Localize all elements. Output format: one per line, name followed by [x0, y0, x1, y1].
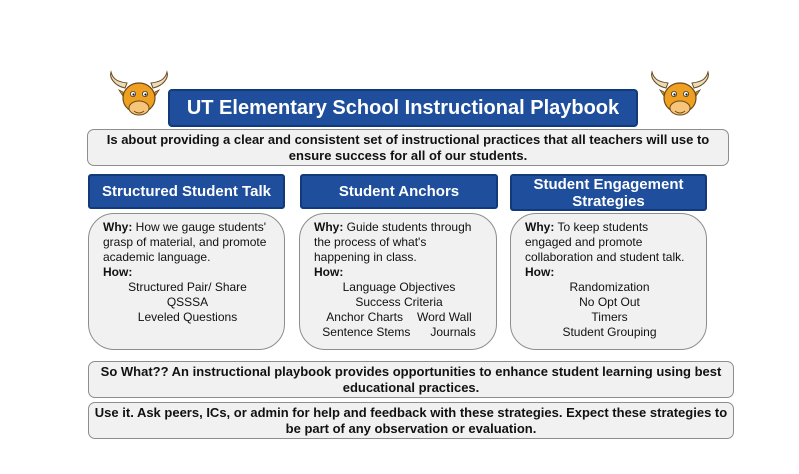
list-item: Success Criteria	[355, 295, 443, 309]
how-label: How:	[525, 265, 555, 279]
list-item: Language Objectives	[342, 280, 456, 294]
why-label: Why:	[103, 220, 133, 234]
column-header-student-engagement-strategies: Student Engagement Strategies	[510, 174, 707, 211]
column-header-structured-student-talk: Structured Student Talk	[88, 174, 285, 209]
how-list	[103, 280, 272, 325]
list-item: QSSSA	[166, 295, 209, 309]
list-item: Student Grouping	[562, 325, 657, 339]
longhorn-mascot-right-icon	[648, 70, 712, 118]
list-item: Sentence Stems	[322, 325, 411, 339]
list-item: Journals	[430, 325, 476, 339]
list-item: Leveled Questions	[137, 310, 238, 324]
card-student-anchors	[299, 213, 497, 350]
why-paragraph	[314, 220, 484, 265]
card-student-engagement-strategies	[510, 213, 707, 350]
list-item: Word Wall	[417, 310, 472, 324]
list-item: No Opt Out	[579, 295, 640, 309]
card-structured-student-talk	[88, 213, 285, 350]
intro-text: Is about providing a clear and consistent set of instructional practices that all teachers will use to ensure success for all of our students.	[106, 131, 710, 163]
list-item: Structured Pair/ Share	[128, 280, 247, 294]
use-it-text: Use it. Ask peers, ICs, or admin for help and feedback with these strategies. Expect these strategies to be part of any observation or evaluation.	[94, 404, 728, 436]
so-what-text: So What?? An instructional playbook provides opportunities to enhance student learning using best educational practices.	[100, 363, 722, 395]
so-what-box	[88, 361, 734, 398]
why-paragraph	[103, 220, 272, 265]
why-text: To keep students engaged and promote collaboration and student talk.	[525, 220, 685, 264]
column-header-student-anchors: Student Anchors	[300, 174, 498, 209]
why-text: Guide students through the process of what's happening in class.	[314, 220, 472, 264]
intro-box	[87, 129, 729, 166]
list-item: Randomization	[569, 280, 650, 294]
page-title: UT Elementary School Instructional Playbook	[168, 89, 638, 127]
list-item-pair	[314, 310, 484, 325]
how-list	[525, 280, 694, 340]
why-text: How we gauge students' grasp of material, and promote academic language.	[103, 220, 267, 264]
how-label: How:	[314, 265, 344, 279]
how-list	[314, 280, 484, 340]
how-label: How:	[103, 265, 133, 279]
why-paragraph	[525, 220, 694, 265]
why-label: Why:	[314, 220, 344, 234]
use-it-box	[88, 402, 734, 439]
list-item: Anchor Charts	[326, 310, 403, 324]
why-label: Why:	[525, 220, 555, 234]
list-item: Timers	[591, 310, 628, 324]
longhorn-mascot-left-icon	[107, 70, 171, 118]
list-item-pair	[314, 325, 484, 340]
